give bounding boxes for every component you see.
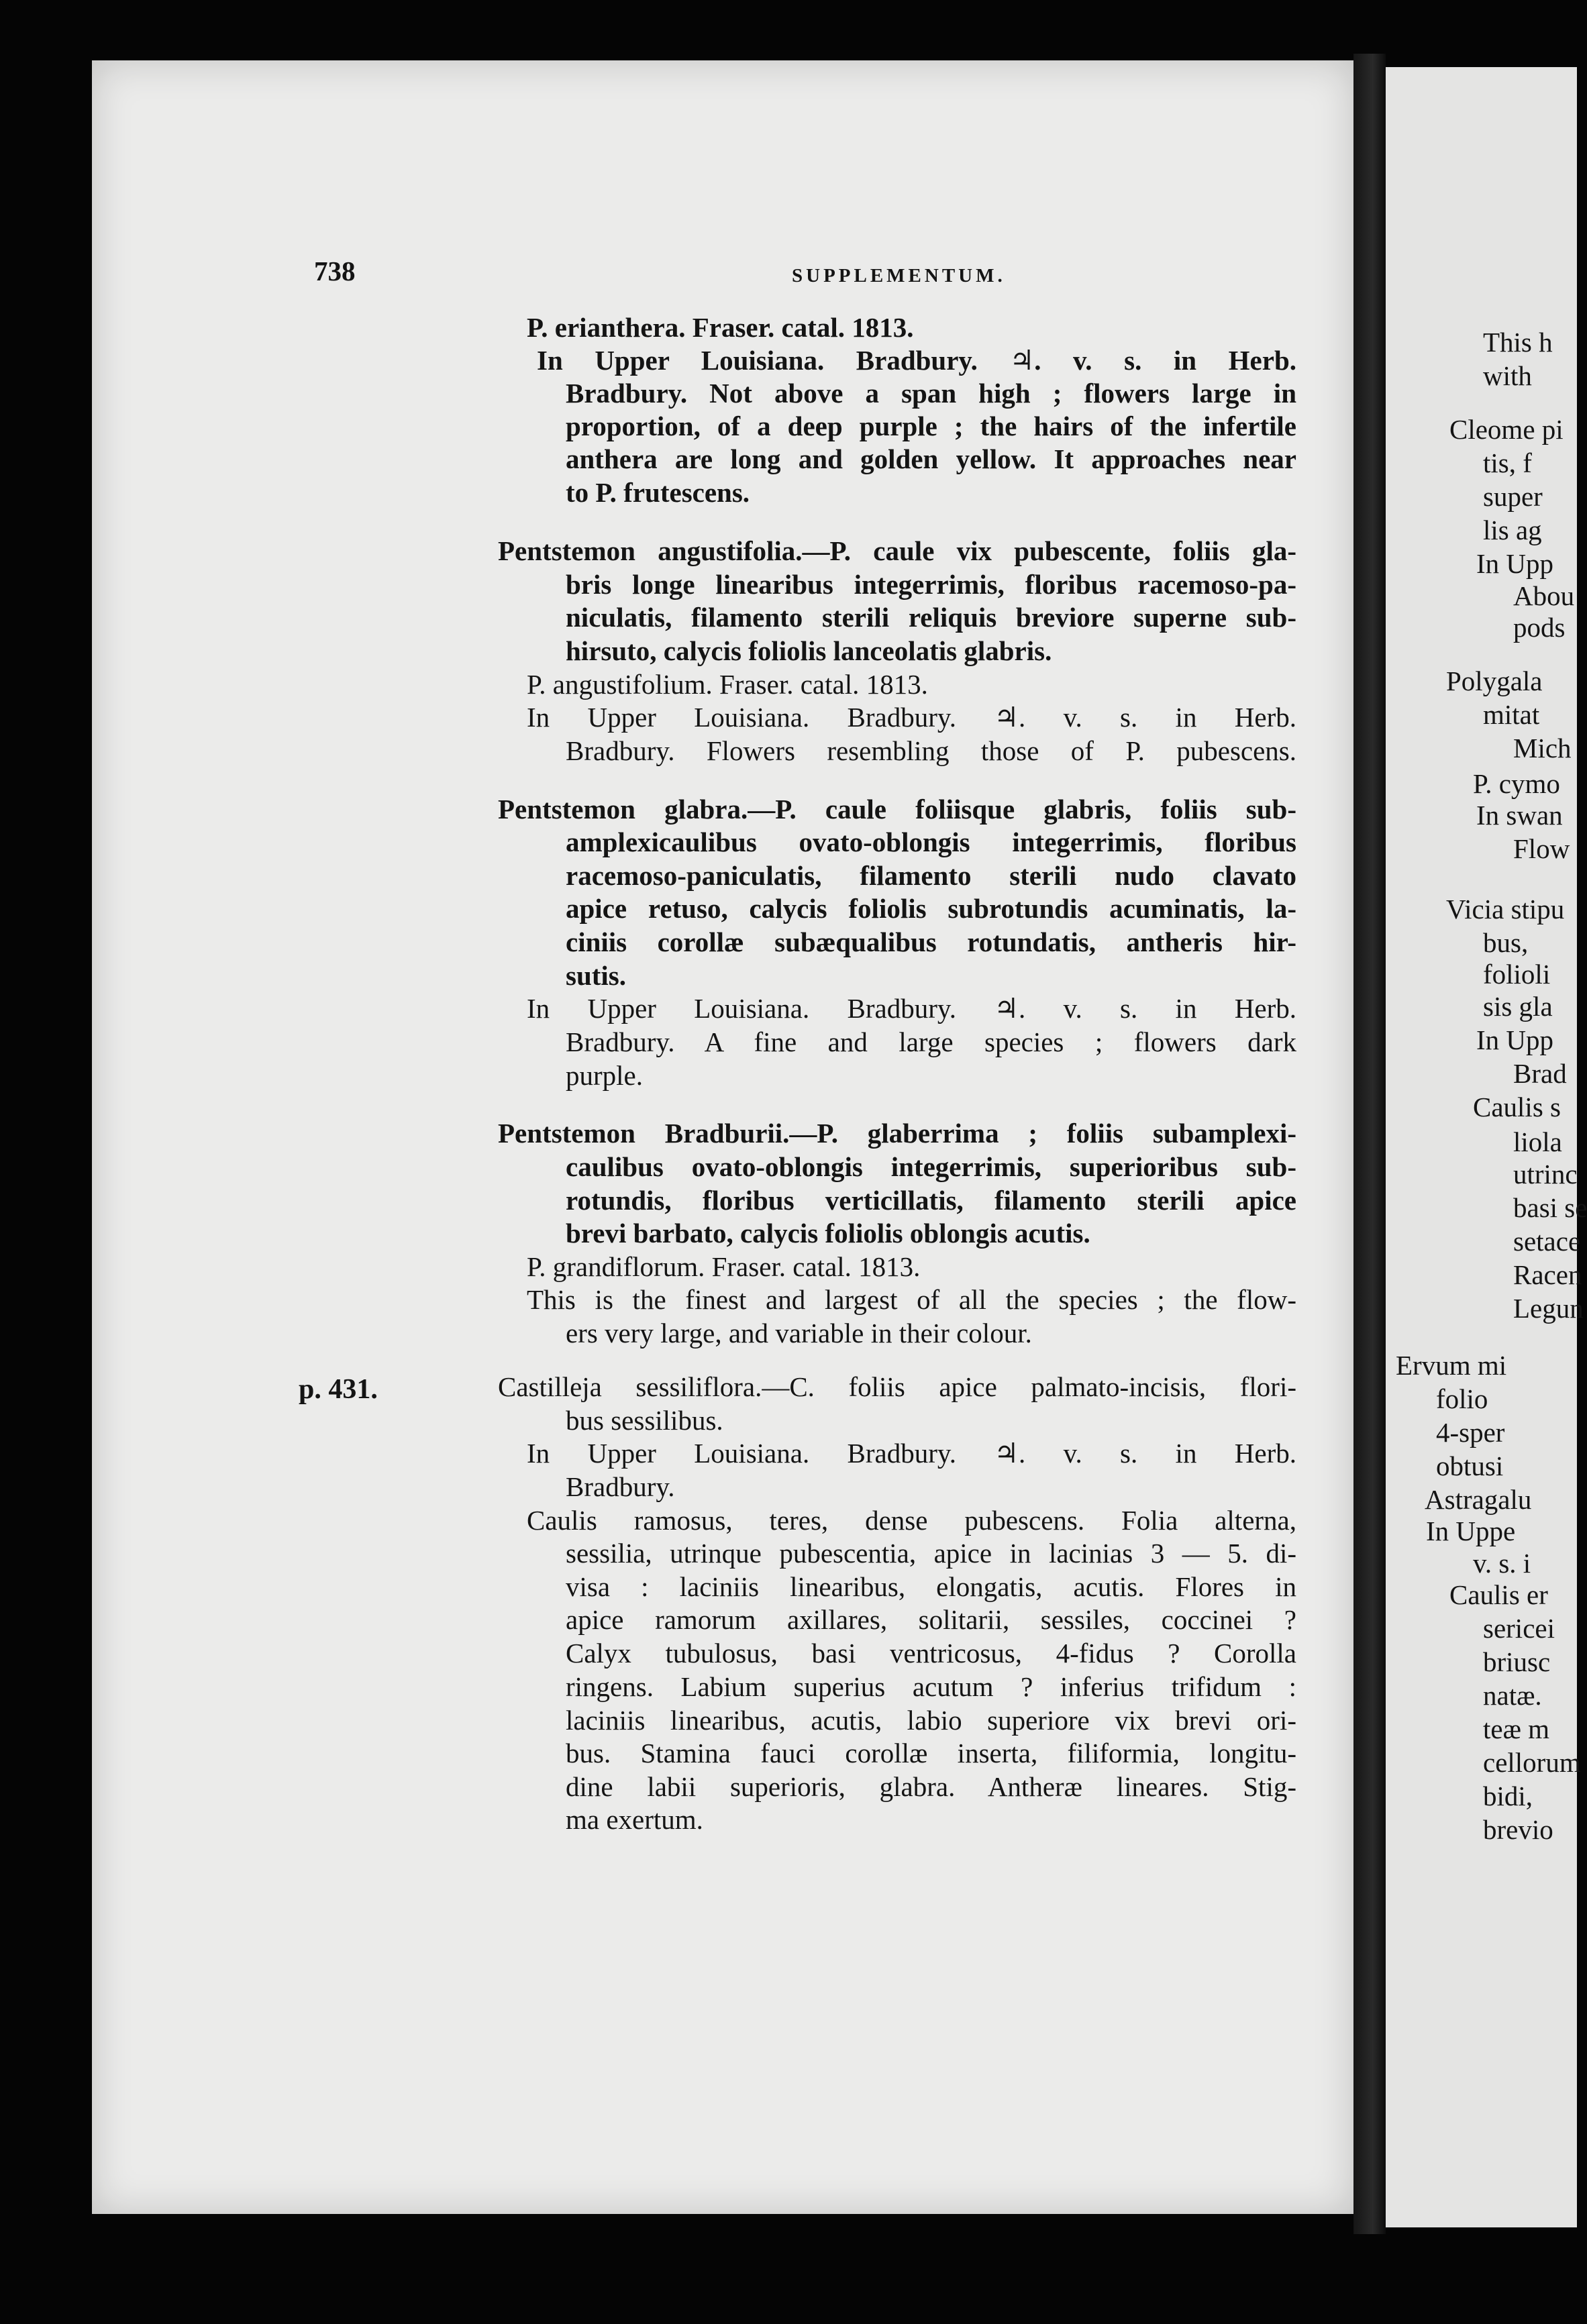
text-line: Pentstemon angustifolia.—P. caule vix pubescente, foliis gla- (498, 535, 1296, 566)
facing-page-line: v. s. i (1473, 1548, 1531, 1579)
text-line: rotundis, floribus verticillatis, filamento sterili apice (566, 1185, 1296, 1216)
text-line: laciniis linearibus, acutis, labio superiore vix brevi ori- (566, 1705, 1296, 1736)
text-line: Calyx tubulosus, basi ventricosus, 4-fidus ? Corolla (566, 1638, 1296, 1669)
text-line: ciniis corollæ subæqualibus rotundatis, antheris hir- (566, 927, 1296, 957)
book-gutter (1353, 54, 1386, 2234)
text-line: racemoso-paniculatis, filamento sterili nudo clavato (566, 860, 1296, 891)
facing-page-line: mitat (1483, 699, 1540, 730)
facing-page-line: 4-sper (1436, 1417, 1505, 1448)
text-line: amplexicaulibus ovato-oblongis integerrimis, floribus (566, 827, 1296, 857)
text-line: In Upper Louisiana. Bradbury. ♃. v. s. in Herb. (527, 702, 1296, 733)
text-line: Pentstemon glabra.—P. caule foliisque glabris, foliis sub- (498, 794, 1296, 825)
running-head: SUPPLEMENTUM. (792, 265, 1006, 286)
facing-page-line: folio (1436, 1383, 1488, 1414)
facing-page-line: super (1483, 481, 1543, 512)
facing-page-line: sericei (1483, 1613, 1555, 1644)
facing-page-line: obtusi (1436, 1450, 1504, 1481)
text-line: to P. frutescens. (566, 477, 750, 508)
margin-reference: p. 431. (299, 1374, 378, 1405)
facing-page-line: liola (1513, 1126, 1562, 1157)
facing-page-line: utrinc (1513, 1159, 1578, 1190)
facing-page-line: Legun (1513, 1293, 1584, 1324)
text-line: apice retuso, calycis foliolis subrotundis acuminatis, la- (566, 893, 1296, 924)
facing-page-line: bus, (1483, 927, 1529, 958)
facing-page-line: bidi, (1483, 1781, 1533, 1811)
facing-page-line: basi se (1513, 1192, 1587, 1223)
facing-page-line: pods (1513, 612, 1566, 643)
text-line: bus sessilibus. (566, 1405, 723, 1436)
facing-page-line: teæ m (1483, 1713, 1550, 1744)
text-line: Bradbury. Not above a span high ; flowers large in (566, 378, 1296, 409)
facing-page-line: In Uppe (1426, 1516, 1516, 1546)
facing-page-line: In swan (1476, 800, 1563, 831)
text-line: anthera are long and golden yellow. It approaches near (566, 443, 1296, 474)
facing-page-line: Abou (1513, 580, 1575, 611)
facing-page-line: In Upp (1476, 548, 1554, 579)
text-line: caulibus ovato-oblongis integerrimis, superioribus sub- (566, 1151, 1296, 1182)
text-line: Caulis ramosus, teres, dense pubescens. Folia alterna, (527, 1505, 1296, 1536)
facing-page-line: Ervum mi (1396, 1350, 1507, 1381)
facing-page-line: Flow (1513, 833, 1570, 864)
text-line: This is the finest and largest of all the species ; the flow- (527, 1284, 1296, 1315)
facing-page-line: Vicia stipu (1446, 894, 1565, 925)
text-line: ringens. Labium superius acutum ? inferius trifidum : (566, 1671, 1296, 1702)
text-line: dine labii superioris, glabra. Antheræ lineares. Stig- (566, 1771, 1296, 1802)
text-line: bris longe linearibus integerrimis, floribus racemoso-pa- (566, 569, 1296, 600)
facing-page-line: lis ag (1483, 515, 1542, 545)
facing-page-line: P. cymo (1473, 768, 1560, 799)
text-line: visa : laciniis linearibus, elongatis, acutis. Flores in (566, 1571, 1296, 1602)
text-line: In Upper Louisiana. Bradbury. ♃. v. s. in Herb. (527, 993, 1296, 1024)
text-line: In Upper Louisiana. Bradbury. ♃. v. s. in Herb. (537, 345, 1296, 376)
facing-page-line: Polygala (1446, 666, 1543, 696)
text-line: In Upper Louisiana. Bradbury. ♃. v. s. in Herb. (527, 1438, 1296, 1469)
facing-page-line: Mich (1513, 733, 1572, 763)
text-line: sutis. (566, 960, 627, 991)
facing-page-line: This h (1483, 327, 1553, 358)
facing-page-line: cellorum (1483, 1747, 1581, 1778)
facing-page-line: brevio (1483, 1814, 1553, 1845)
facing-page-line: In Upp (1476, 1024, 1554, 1055)
facing-page-line: Cleome pi (1449, 414, 1564, 445)
text-line: brevi barbato, calycis foliolis oblongis acutis. (566, 1218, 1090, 1249)
text-line: apice ramorum axillares, solitarii, sessiles, coccinei ? (566, 1604, 1296, 1635)
text-line: hirsuto, calycis foliolis lanceolatis glabris. (566, 635, 1052, 666)
facing-page-line: Brad (1513, 1058, 1567, 1089)
text-line: Bradbury. (566, 1471, 675, 1502)
facing-page-line: Caulis er (1449, 1579, 1548, 1610)
page-number: 738 (314, 256, 356, 286)
facing-page-line: Racen (1513, 1259, 1582, 1290)
text-line: Bradbury. Flowers resembling those of P. pubescens. (566, 735, 1296, 766)
text-line: Bradbury. A fine and large species ; flowers dark (566, 1026, 1296, 1057)
text-line: ers very large, and variable in their colour. (566, 1318, 1032, 1349)
text-line: sessilia, utrinque pubescentia, apice in lacinias 3 — 5. di- (566, 1538, 1296, 1569)
text-line: bus. Stamina fauci corollæ inserta, filiformia, longitu- (566, 1738, 1296, 1768)
facing-page-line: folioli (1483, 959, 1551, 990)
facing-page-line: natæ. (1483, 1680, 1542, 1711)
text-line: P. grandiflorum. Fraser. catal. 1813. (527, 1251, 921, 1282)
text-line: purple. (566, 1060, 643, 1091)
facing-page-line: setace (1513, 1226, 1581, 1257)
text-line: ma exertum. (566, 1804, 703, 1835)
facing-page-line: sis gla (1483, 991, 1553, 1022)
facing-page-line: Caulis s (1473, 1092, 1561, 1122)
facing-page-line: briusc (1483, 1646, 1551, 1677)
facing-page-line: Astragalu (1425, 1484, 1532, 1515)
text-line: niculatis, filamento sterili reliquis breviore superne sub- (566, 602, 1296, 633)
text-line: proportion, of a deep purple ; the hairs of the infertile (566, 411, 1296, 441)
text-line: Pentstemon Bradburii.—P. glaberrima ; foliis subamplexi- (498, 1118, 1296, 1149)
text-line: Castilleja sessiliflora.—C. foliis apice palmato-incisis, flori- (498, 1371, 1296, 1402)
text-line: P. angustifolium. Fraser. catal. 1813. (527, 669, 928, 700)
text-line: P. erianthera. Fraser. catal. 1813. (527, 312, 914, 343)
facing-page-line: with (1483, 360, 1532, 391)
facing-page-line: tis, f (1483, 447, 1532, 478)
